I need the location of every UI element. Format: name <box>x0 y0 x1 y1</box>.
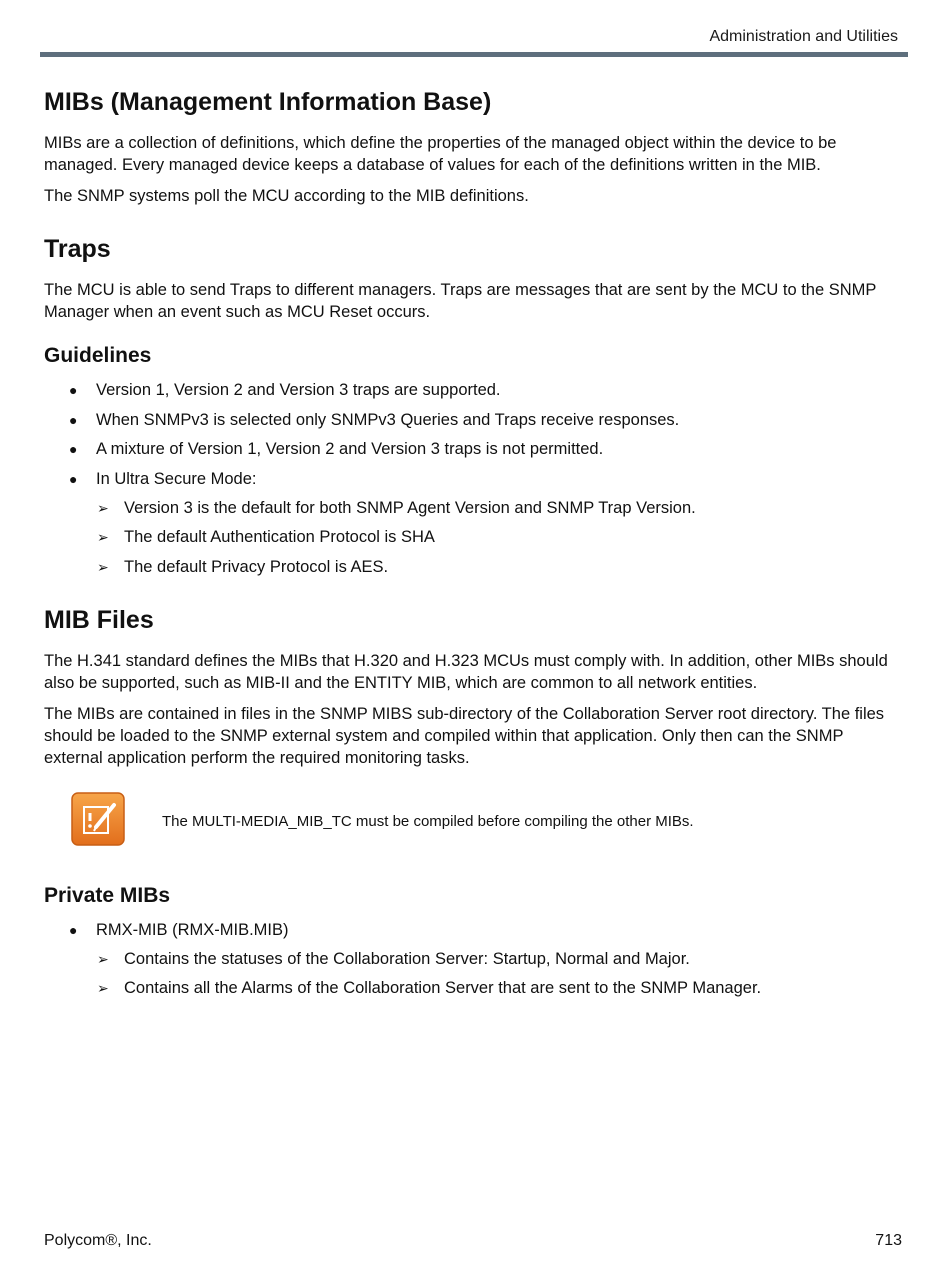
subsection-title-private-mibs: Private MIBs <box>44 883 171 907</box>
traps-paragraph-1: The MCU is able to send Traps to different managers. Traps are messages that are sent by the MCU to the SNMP Manager when an event such as MCU Reset occurs. <box>44 281 877 321</box>
note-pencil-icon <box>70 791 126 847</box>
mib-files-paragraph-2: The MIBs are contained in files in the SNMP MIBS sub-directory of the Collaboration Server root directory. The files should be loaded to the SNMP external system and compiled within that application. Only then can the SNMP external application perform the required monitoring tasks. <box>44 704 885 767</box>
section-title-mib-files: MIB Files <box>44 605 154 634</box>
list-item: ● In Ultra Secure Mode: ➢ Version 3 is the default for both SNMP Agent Version and SNMP Trap Version. ➢ The default Authentication Protocol is SHA ➢ The default Privacy Protocol is AES. <box>44 468 906 578</box>
sub-list-item: ➢ Contains the statuses of the Collaboration Server: Startup, Normal and Major. <box>97 949 690 968</box>
mibs-paragraph-2: The SNMP systems poll the MCU according to the MIB definitions. <box>44 187 529 205</box>
footer-company: Polycom®, Inc. <box>44 1232 152 1249</box>
section-title-traps: Traps <box>44 235 111 263</box>
mib-files-paragraph-1: The H.341 standard defines the MIBs that H.320 and H.323 MCUs must comply with. In addition, other MIBs should also be supported, such as MIB-II and the ENTITY MIB, which are common to all network entities. <box>44 651 888 692</box>
section-title-mibs: MIBs (Management Information Base) <box>44 88 492 116</box>
list-item: ● A mixture of Version 1, Version 2 and Version 3 traps is not permitted. <box>69 440 604 458</box>
header-divider <box>40 52 908 57</box>
subsection-title-guidelines: Guidelines <box>44 344 152 367</box>
sub-list-item: ➢ Contains all the Alarms of the Collaboration Server that are sent to the SNMP Manager. <box>97 979 762 997</box>
page-content <box>44 86 906 1007</box>
list-item: ● RMX-MIB (RMX-MIB.MIB) ➢ Contains the statuses of the Collaboration Server: Startup, Normal and Major. ➢ Contains all the Alarms of the Collaboration Server that are sent to the SNMP Manager. <box>44 919 906 1000</box>
arrowhead-icon: ➢ <box>97 980 109 996</box>
arrowhead-icon: ➢ <box>97 529 109 545</box>
arrowhead-icon: ➢ <box>97 950 109 967</box>
list-item: ● Version 1, Version 2 and Version 3 traps are supported. <box>69 381 501 399</box>
arrowhead-icon: ➢ <box>97 499 109 516</box>
page-header <box>40 28 908 46</box>
footer-page-number: 713 <box>875 1232 902 1249</box>
note-box <box>44 791 906 853</box>
bullet-icon: ● <box>69 921 78 938</box>
mibs-paragraph-1: MIBs are a collection of definitions, which define the properties of the managed object within the device to be managed. Every managed device keeps a database of values for each of the definitions written in the MIB. <box>44 134 837 174</box>
bullet-icon: ● <box>69 411 78 428</box>
ultra-secure-sublist <box>96 497 906 578</box>
guidelines-list <box>44 379 906 578</box>
note-text: The MULTI-MEDIA_MIB_TC must be compiled before compiling the other MIBs. <box>162 812 694 830</box>
rmx-mib-sublist <box>96 948 906 1000</box>
sub-list-item: ➢ The default Authentication Protocol is SHA <box>97 528 435 546</box>
list-item: ● When SNMPv3 is selected only SNMPv3 Queries and Traps receive responses. <box>69 410 680 429</box>
sub-list-item: ➢ The default Privacy Protocol is AES. <box>97 557 389 576</box>
private-mibs-list <box>44 919 906 1000</box>
sub-list-item: ➢ Version 3 is the default for both SNMP Agent Version and SNMP Trap Version. <box>97 498 696 517</box>
arrowhead-icon: ➢ <box>97 558 109 575</box>
bullet-icon: ● <box>69 470 78 487</box>
bullet-icon: ● <box>69 441 78 457</box>
header-title: Administration and Utilities <box>709 28 898 45</box>
bullet-icon: ● <box>69 382 78 398</box>
